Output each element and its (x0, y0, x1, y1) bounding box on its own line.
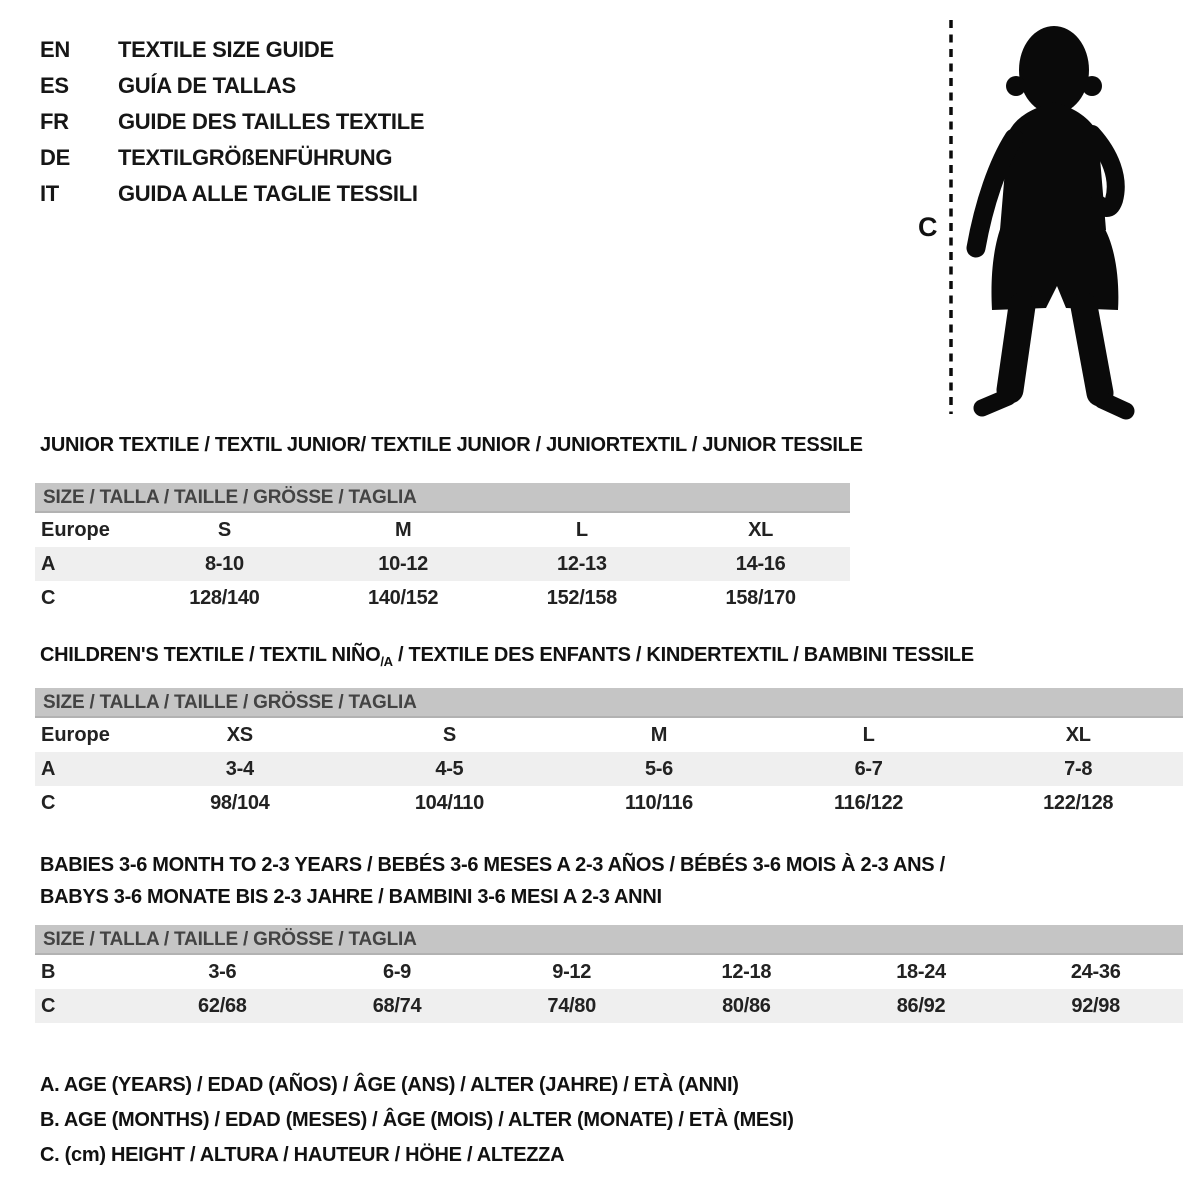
language-row-en (40, 32, 424, 68)
row-label: C (41, 995, 56, 1017)
table-row-age (35, 752, 1183, 786)
language-row-es (40, 68, 424, 104)
legend-line-a: A. AGE (YEARS) / EDAD (AÑOS) / ÂGE (ANS) / ALTER (JAHRE) / ETÀ (ANNI) (40, 1074, 739, 1096)
table-cell: 104/110 (414, 792, 484, 814)
table-cell: 7-8 (1064, 758, 1093, 780)
language-row-fr (40, 104, 424, 140)
table-cell: S (217, 519, 231, 541)
table-cell: L (862, 724, 875, 746)
height-measure-figure (900, 12, 1170, 422)
children-heading-suffix: / TEXTILE DES ENFANTS / KINDERTEXTIL / BAMBINI TESSILE (392, 644, 974, 666)
table-cell: M (394, 519, 412, 541)
table-cell: 110/116 (624, 792, 693, 814)
table-cell: 3-6 (208, 961, 237, 983)
children-section-heading (40, 642, 974, 675)
junior-section-heading: JUNIOR TEXTILE / TEXTIL JUNIOR/ TEXTILE JUNIOR / JUNIORTEXTIL / JUNIOR TESSILE (40, 434, 863, 456)
table-cell: 18-24 (896, 961, 946, 983)
table-cell: 152/158 (546, 587, 617, 609)
language-title-list (40, 32, 424, 212)
toddler-silhouette-icon (900, 12, 1170, 422)
table-cell: 98/104 (210, 792, 270, 814)
table-row-europe (35, 513, 850, 547)
table-cell: 140/152 (368, 587, 439, 609)
guide-title-fr: GUIDE DES TAILLES TEXTILE (118, 109, 425, 134)
table-row-age-months (35, 955, 1183, 989)
children-size-table (35, 688, 1183, 820)
guide-title-it: GUIDA ALLE TAGLIE TESSILI (118, 181, 418, 206)
language-code: DE (40, 145, 70, 170)
table-row-europe (35, 718, 1183, 752)
babies-size-table (35, 925, 1183, 1023)
guide-title-es: GUÍA DE TALLAS (118, 73, 296, 98)
table-cell: XL (1065, 724, 1091, 746)
table-cell: 116/122 (834, 792, 904, 814)
size-header-bar: SIZE / TALLA / TAILLE / GRÖSSE / TAGLIA (35, 483, 850, 513)
table-row-height (35, 786, 1183, 820)
size-header-bar: SIZE / TALLA / TAILLE / GRÖSSE / TAGLIA (35, 925, 1183, 955)
table-cell: S (442, 724, 456, 746)
table-cell: 128/140 (189, 587, 260, 609)
children-heading-sub: /A (380, 654, 393, 669)
table-cell: 86/92 (896, 995, 946, 1017)
table-cell: XL (748, 519, 774, 541)
table-cell: 6-9 (383, 961, 412, 983)
legend-line-c: C. (cm) HEIGHT / ALTURA / HAUTEUR / HÖHE / ALTEZZA (40, 1144, 565, 1166)
table-row-height (35, 989, 1183, 1023)
table-cell: 14-16 (735, 553, 786, 575)
babies-heading-line1: BABIES 3-6 MONTH TO 2-3 YEARS / BEBÉS 3-6 MESES A 2-3 AÑOS / BÉBÉS 3-6 MOIS À 2-3 ANS / (40, 854, 945, 876)
babies-heading-line2: BABYS 3-6 MONATE BIS 2-3 JAHRE / BAMBINI 3-6 MESI A 2-3 ANNI (40, 886, 662, 908)
size-header-bar: SIZE / TALLA / TAILLE / GRÖSSE / TAGLIA (35, 688, 1183, 718)
table-cell: 6-7 (854, 758, 883, 780)
junior-size-table (35, 483, 850, 615)
table-cell: 62/68 (198, 995, 247, 1017)
language-code: FR (40, 109, 69, 134)
table-cell: 12-18 (721, 961, 772, 983)
row-label: B (41, 961, 56, 983)
table-cell: L (575, 519, 588, 541)
legend-line-b: B. AGE (MONTHS) / EDAD (MESES) / ÂGE (MOIS) / ALTER (MONATE) / ETÀ (MESI) (40, 1109, 794, 1131)
table-cell: 158/170 (725, 587, 796, 609)
language-row-it (40, 176, 424, 212)
guide-title-de: TEXTILGRÖßENFÜHRUNG (118, 145, 393, 170)
height-measure-label: C (918, 212, 938, 242)
table-cell: 5-6 (644, 758, 673, 780)
language-code: EN (40, 37, 70, 62)
babies-section-heading (40, 849, 945, 913)
table-row-height (35, 581, 850, 615)
table-cell: 10-12 (378, 553, 428, 575)
row-label: A (41, 758, 56, 780)
children-heading-prefix: CHILDREN'S TEXTILE / TEXTIL NIÑO (40, 644, 381, 666)
measure-legend (40, 1068, 794, 1173)
table-cell: 3-4 (225, 758, 254, 780)
language-code: IT (40, 181, 59, 206)
table-cell: 12-13 (557, 553, 607, 575)
table-cell: XS (226, 724, 253, 746)
row-label: Europe (41, 724, 110, 746)
table-cell: 74/80 (547, 995, 596, 1017)
guide-title-en: TEXTILE SIZE GUIDE (118, 37, 334, 62)
table-cell: 122/128 (1043, 792, 1114, 814)
table-row-age (35, 547, 850, 581)
table-cell: 8-10 (204, 553, 244, 575)
table-cell: 92/98 (1071, 995, 1120, 1017)
table-cell: 68/74 (372, 995, 422, 1017)
table-cell: 24-36 (1070, 961, 1121, 983)
table-cell: 4-5 (435, 758, 464, 780)
language-row-de (40, 140, 424, 176)
table-cell: 9-12 (552, 961, 592, 983)
row-label: Europe (41, 519, 110, 541)
row-label: C (41, 587, 56, 609)
row-label: A (41, 553, 56, 575)
row-label: C (41, 792, 56, 814)
table-cell: 80/86 (722, 995, 771, 1017)
table-cell: M (650, 724, 668, 746)
language-code: ES (40, 73, 69, 98)
